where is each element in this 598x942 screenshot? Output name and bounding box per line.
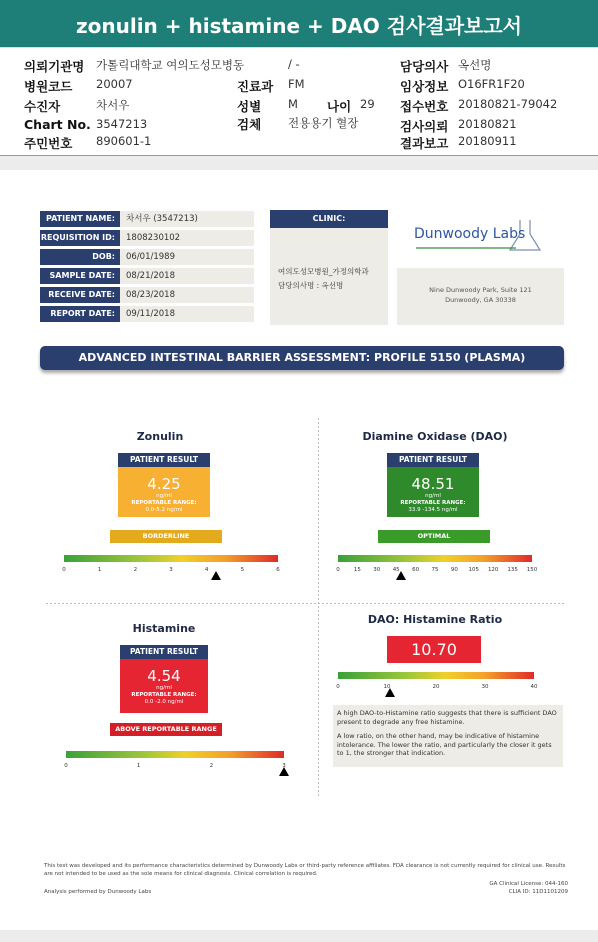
receipt-label: 접수번호 bbox=[400, 99, 449, 114]
specimen-label: 검체 bbox=[237, 117, 262, 132]
ratio-tick-label: 30 bbox=[481, 684, 489, 690]
histamine-gauge-bar bbox=[66, 751, 284, 758]
id-label: 주민번호 bbox=[24, 136, 73, 151]
id-value: 890601-1 bbox=[96, 134, 152, 148]
dao-gauge bbox=[336, 555, 538, 573]
patient-row bbox=[40, 230, 254, 246]
zonulin-tick-label: 4 bbox=[204, 567, 209, 573]
license: GA Clinical License: 044-160 bbox=[489, 881, 568, 887]
dao-tick-label: 60 bbox=[412, 567, 420, 573]
zonulin-marker-icon bbox=[211, 571, 221, 580]
doctor-value: 옥선명 bbox=[458, 58, 492, 72]
dao-result-header: PATIENT RESULT bbox=[387, 453, 479, 467]
histamine-result-box bbox=[120, 659, 208, 713]
zonulin-tick-label: 0 bbox=[62, 567, 66, 573]
clinical-value: O16FR1F20 bbox=[458, 77, 525, 91]
ratio-tick-label: 20 bbox=[432, 684, 440, 690]
field-value: 1808230102 bbox=[120, 230, 254, 246]
zonulin-result-box bbox=[118, 467, 210, 517]
sex-label: 성별 bbox=[237, 99, 262, 114]
zonulin-gauge bbox=[62, 555, 280, 573]
zonulin-tick-label: 2 bbox=[133, 567, 138, 573]
field-label: REQUISITION ID: bbox=[40, 230, 120, 246]
hospital-extra: / - bbox=[288, 57, 300, 71]
horizontal-divider bbox=[46, 603, 564, 604]
ratio-title: DAO: Histamine Ratio bbox=[367, 613, 503, 626]
specimen-value: 전용용기 혈장 bbox=[288, 116, 359, 130]
zonulin-title: Zonulin bbox=[136, 430, 184, 443]
field-value: 차서우 (3547213) bbox=[120, 211, 254, 227]
clinical-label: 임상정보 bbox=[400, 79, 449, 94]
performed-by: Analysis performed by Dunwoody Labs bbox=[44, 889, 152, 895]
chart-label: Chart No. bbox=[24, 117, 91, 132]
lab-address1: Nine Dunwoody Park, Suite 121 bbox=[429, 286, 532, 294]
receipt-value: 20180821-79042 bbox=[458, 97, 558, 111]
histamine-tick-label: 2 bbox=[209, 763, 214, 769]
histamine-tick-label: 0 bbox=[64, 763, 68, 769]
dao-tick-label: 30 bbox=[373, 567, 381, 573]
patient-info-table bbox=[40, 211, 254, 325]
patient-row bbox=[40, 249, 254, 265]
field-label: DOB: bbox=[40, 249, 120, 265]
histamine-unit: ng/ml bbox=[156, 685, 172, 691]
zonulin-tick-label: 1 bbox=[97, 567, 102, 573]
dao-tick-label: 135 bbox=[507, 567, 518, 573]
dao-title: Diamine Oxidase (DAO) bbox=[362, 430, 508, 443]
report-header bbox=[0, 48, 598, 156]
vertical-divider bbox=[318, 418, 319, 796]
age-label: 나이 bbox=[327, 99, 352, 114]
ratio-tick-label: 10 bbox=[383, 684, 391, 690]
histamine-result-card bbox=[120, 645, 208, 713]
zonulin-result-header: PATIENT RESULT bbox=[118, 453, 210, 467]
dao-unit: ng/ml bbox=[425, 493, 441, 499]
ratio-gauge bbox=[336, 672, 538, 690]
dao-tick-label: 45 bbox=[392, 567, 400, 573]
ratio-value: 10.70 bbox=[387, 636, 481, 663]
dao-result-card bbox=[387, 453, 479, 517]
ratio-notes bbox=[333, 705, 563, 767]
field-label: REPORT DATE: bbox=[40, 306, 120, 322]
sex-value: M bbox=[288, 97, 298, 111]
dao-tick-label: 75 bbox=[431, 567, 439, 573]
zonulin-range: 0.0-5.2 ng/ml bbox=[145, 507, 183, 513]
dao-tick-label: 0 bbox=[336, 567, 340, 573]
ratio-gauge-bar bbox=[338, 672, 534, 679]
code-label: 병원코드 bbox=[24, 79, 73, 94]
histamine-gauge bbox=[64, 751, 286, 769]
dept-label: 진료과 bbox=[237, 79, 274, 94]
ratio-marker-icon bbox=[385, 688, 395, 697]
patient-row bbox=[40, 268, 254, 284]
histamine-range-label: REPORTABLE RANGE: bbox=[131, 692, 197, 698]
dao-tick-label: 90 bbox=[450, 567, 458, 573]
hospital-label: 의뢰기관명 bbox=[24, 59, 85, 74]
profile-banner: ADVANCED INTESTINAL BARRIER ASSESSMENT: PROFILE 5150 (PLASMA) bbox=[40, 346, 564, 370]
dao-tick-label: 15 bbox=[353, 567, 361, 573]
dao-status: OPTIMAL bbox=[378, 530, 490, 543]
age-value: 29 bbox=[360, 97, 375, 111]
lab-logo-text: Dunwoody Labs bbox=[414, 226, 526, 242]
clinic-box bbox=[270, 210, 388, 325]
clinic-label: CLINIC: bbox=[270, 210, 388, 228]
dao-range-label: REPORTABLE RANGE: bbox=[400, 500, 466, 506]
report-value: 20180911 bbox=[458, 134, 517, 148]
field-value: 08/23/2018 bbox=[120, 287, 254, 303]
ratio-note-high: A high DAO-to-Histamine ratio suggests that there is sufficient DAO present to degrade any free histamine. bbox=[337, 709, 557, 726]
dao-range: 33.9 -134.5 ng/ml bbox=[408, 507, 458, 513]
lab-address2: Dunwoody, GA 30338 bbox=[445, 296, 516, 304]
request-label: 검사의뢰 bbox=[400, 119, 449, 134]
dunwoody-logo bbox=[412, 214, 542, 254]
histamine-tick-label: 1 bbox=[136, 763, 141, 769]
histamine-status: ABOVE REPORTABLE RANGE bbox=[110, 723, 222, 736]
dept-value: FM bbox=[288, 77, 305, 91]
histamine-title: Histamine bbox=[132, 622, 196, 635]
dao-result-box bbox=[387, 467, 479, 517]
dao-value: 48.51 bbox=[411, 475, 455, 493]
disclaimer: This test was developed and its performance characteristics determined by Dunwoody Labs or third-party reference affiliates. FDA clearance is not currently required for clinical use. Results are not intended to be used as the sole means for clinical diagnosis. Clinical correlation is required. bbox=[44, 863, 566, 877]
zonulin-tick-label: 3 bbox=[169, 567, 173, 573]
dao-marker-icon bbox=[396, 571, 406, 580]
histamine-marker-icon bbox=[279, 767, 289, 776]
zonulin-unit: ng/ml bbox=[156, 493, 172, 499]
ratio-tick-label: 0 bbox=[336, 684, 340, 690]
clinic-line2: 담당의사명 : 옥선명 bbox=[278, 281, 344, 290]
hospital-value: 가톨릭대학교 여의도성모병동 bbox=[96, 58, 245, 72]
field-value: 09/11/2018 bbox=[120, 306, 254, 322]
zonulin-tick-label: 6 bbox=[276, 567, 280, 573]
report-label: 결과보고 bbox=[400, 136, 449, 151]
request-value: 20180821 bbox=[458, 117, 517, 131]
field-label: RECEIVE DATE: bbox=[40, 287, 120, 303]
histamine-result-header: PATIENT RESULT bbox=[120, 645, 208, 659]
field-label: PATIENT NAME: bbox=[40, 211, 120, 227]
patient-row bbox=[40, 287, 254, 303]
doctor-label: 담당의사 bbox=[400, 59, 449, 74]
histamine-range: 0.0 -2.0 ng/ml bbox=[144, 699, 184, 705]
chart-value: 3547213 bbox=[96, 117, 148, 131]
clia-id: CLIA ID: 11D1101209 bbox=[508, 889, 568, 895]
clinic-line1: 여의도성모병원_가정의학과 bbox=[278, 267, 369, 276]
zonulin-value: 4.25 bbox=[147, 475, 181, 493]
patient-value: 차서우 bbox=[96, 98, 130, 112]
dao-tick-label: 120 bbox=[487, 567, 499, 573]
patient-row bbox=[40, 306, 254, 322]
zonulin-gauge-bar bbox=[64, 555, 278, 562]
zonulin-status: BORDERLINE bbox=[110, 530, 222, 543]
dao-tick-label: 150 bbox=[526, 567, 538, 573]
dao-tick-label: 105 bbox=[468, 567, 480, 573]
histamine-tick-label: 3 bbox=[282, 763, 286, 769]
histamine-value: 4.54 bbox=[147, 667, 181, 685]
field-value: 08/21/2018 bbox=[120, 268, 254, 284]
ratio-tick-label: 40 bbox=[530, 684, 538, 690]
code-value: 20007 bbox=[96, 77, 133, 91]
patient-label: 수진자 bbox=[24, 99, 61, 114]
zonulin-range-label: REPORTABLE RANGE: bbox=[131, 500, 197, 506]
ratio-note-low: A low ratio, on the other hand, may be indicative of histamine intolerance. The lower the ratio, and particularly the closer it gets to 1, the stronger that indication. bbox=[337, 732, 552, 757]
zonulin-result-card bbox=[118, 453, 210, 517]
report-title: zonulin + histamine + DAO 검사결과보고서 bbox=[0, 0, 598, 48]
patient-row bbox=[40, 211, 254, 227]
zonulin-tick-label: 5 bbox=[240, 567, 245, 573]
field-label: SAMPLE DATE: bbox=[40, 268, 120, 284]
lab-address-box bbox=[397, 268, 564, 325]
dao-gauge-bar bbox=[338, 555, 532, 562]
field-value: 06/01/1989 bbox=[120, 249, 254, 265]
